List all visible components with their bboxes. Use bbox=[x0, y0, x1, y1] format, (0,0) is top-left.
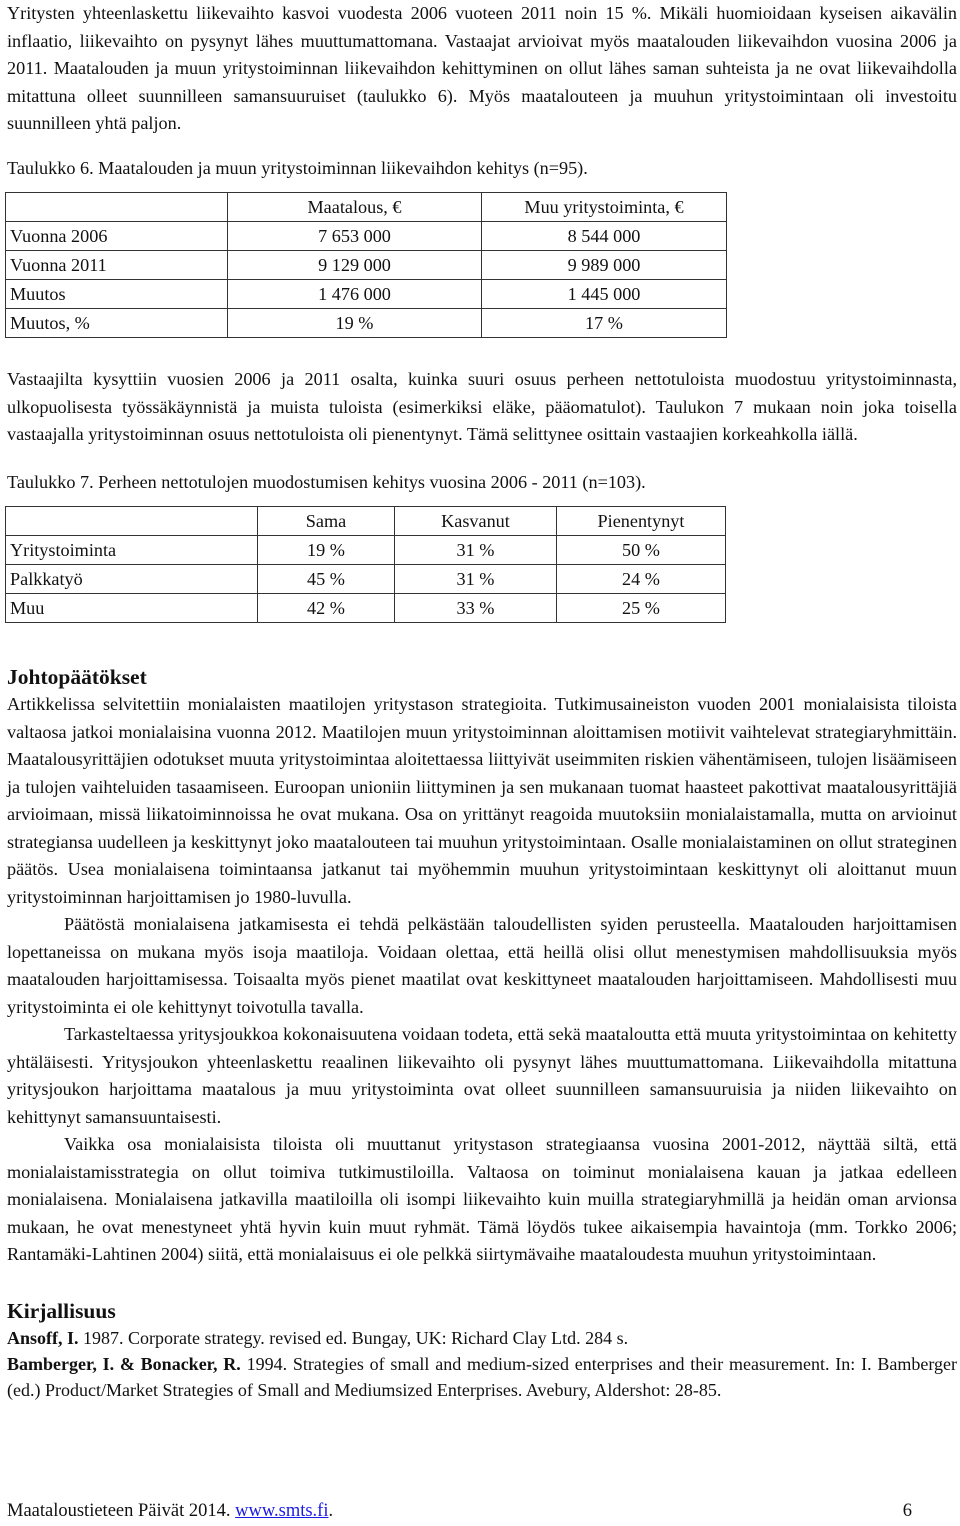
table-row bbox=[6, 594, 726, 623]
table-row bbox=[6, 280, 727, 309]
page-footer bbox=[7, 1498, 912, 1526]
table-row bbox=[6, 251, 727, 280]
reference-item bbox=[7, 1351, 957, 1403]
table-cell: 45 % bbox=[258, 565, 395, 594]
footer-suffix: . bbox=[328, 1501, 334, 1521]
table-cell: 19 % bbox=[258, 536, 395, 565]
results-paragraph: Vastaajilta kysyttiin vuosien 2006 ja 2011 osalta, kuinka suuri osuus perheen nettotuloista muodostuu yritystoiminnasta, ulkopuolisesta työssäkäynnistä ja muista tuloista (esimerkiksi eläke, pääomatulot). Taulukon 7 mukaan noin joka toisella vastaajalla yritystoiminnan osuus nettotuloista oli pienentynyt. Tämä selittynee osittain vastaajien korkeahkolla iällä. bbox=[7, 369, 957, 444]
table-cell: Palkkatyö bbox=[6, 565, 258, 594]
table-cell: 8 544 000 bbox=[482, 222, 727, 251]
table-row bbox=[6, 309, 727, 338]
footer-text: Maataloustieteen Päivät 2014. bbox=[7, 1501, 236, 1521]
conclusions-paragraph: Artikkelissa selvitettiin monialaisten maatilojen yritystason strategioita. Tutkimusaineiston vuoden 2001 monialaisista tiloista valtaosa jatkoi monialaisina vuonna 2012. Maatilojen muun yritystoiminnan aloittamisen motiivit vaihtelevat strategiaryhmittäin. Maatalousyrittäjien odotukset muuta yritystoimintaa aloitettaessa liittyivät useimmiten riskien vähentämiseen, tulojen lisäämiseen ja tulojen vaihteluiden tasaamiseen. Euroopan unioniin liittyminen ja sen mukanaan tuomat haasteet pakottivat maatalousyrittäjiä arvioimaan, missä liikatoiminnoissa he ovat mukana. Osa on yrittänyt reagoida muutoksiin monialaistamalla, mutta on arvioinut strategiansa uudelleen ja keskittynyt joko maatalouteen tai muuhun yritystoimintaan. Osalle monialaistaminen on ollut strateginen päätös. Usea monialaisena toimintaansa jatkanut tai myöhemmin muuhun yritystoimintaan keskittynyt oli aloittanut muun yritystoiminnan harjoittamisen jo 1980-luvulla. bbox=[7, 694, 957, 907]
conclusions-paragraph: Vaikka osa monialaisista tiloista oli muuttanut yritystason strategiaansa vuosina 2001-2012, näyttää siltä, että monialaistamisstrategia on ollut toimiva tutkimustiloilla. Valtaosa on toiminut monialaisena kauan ja jatkaa edelleen monialaisena. Monialaisena jatkavilla maatiloilla oli isompi liikevaihto kuin muilla strategiaryhmillä ja heidän oman arvionsa mukaan, he ovat menestyneet yhtä hyvin kuin muut ryhmät. Tämä löydös tukee aikaisempia havaintoja (mm. Torkko 2006; Rantamäki-Lahtinen 2004) siitä, että monialaisuus ei ole pelkkä siirtymävaihe maataloudesta muuhun yritystoimintaan. bbox=[7, 1134, 957, 1264]
table-cell: 24 % bbox=[557, 565, 726, 594]
table-cell: Muu yritystoiminta, € bbox=[482, 193, 727, 222]
conclusions-heading: Johtopäätökset bbox=[7, 665, 147, 689]
footer-link[interactable]: www.smts.fi bbox=[235, 1501, 329, 1521]
table-row bbox=[6, 193, 727, 222]
table-cell: Muu bbox=[6, 594, 258, 623]
table-cell: 31 % bbox=[395, 536, 557, 565]
table-cell: 1 445 000 bbox=[482, 280, 727, 309]
reference-text: 1987. Corporate strategy. revised ed. Bungay, UK: Richard Clay Ltd. 284 s. bbox=[78, 1327, 629, 1348]
table-cell: Yritystoiminta bbox=[6, 536, 258, 565]
table-cell: 17 % bbox=[482, 309, 727, 338]
table-6-caption: Taulukko 6. Maatalouden ja muun yritystoiminnan liikevaihdon kehitys (n=95). bbox=[7, 157, 588, 178]
table-cell: Kasvanut bbox=[395, 507, 557, 536]
conclusions-paragraph: Tarkasteltaessa yritysjoukkoa kokonaisuutena voidaan todeta, että sekä maataloutta että muuta yritystoimintaa on kehitetty yhtäläisesti. Yritysjoukon yhteenlaskettu reaalinen liikevaihto oli pysynyt lähes muuttumattomana. Liikevaihdolla mitattuna yritysjoukon harjoittama maatalous ja muu yritystoiminta ovat olleet suunnilleen samansuuruisia ja niiden liikevaihto on kehittynyt samansuuntaisesti. bbox=[7, 1024, 957, 1127]
table-cell: Muutos bbox=[6, 280, 228, 309]
reference-author: Bamberger, I. & Bonacker, R. bbox=[7, 1353, 241, 1374]
table-cell bbox=[6, 507, 258, 536]
document-page bbox=[7, 0, 957, 1403]
table-cell: Pienentynyt bbox=[557, 507, 726, 536]
conclusions-paragraph: Päätöstä monialaisena jatkamisesta ei tehdä pelkästään taloudellisten syiden perusteella. Maatalouden harjoittamisen lopettaneissa on mukana myös isoja maatiloja. Voidaan olettaa, että heillä olisi ollut menestymisen mahdollisuuksia myös maatalouden harjoittamisessa. Toisaalta myös pienet maatilat ovat keskittyneet maatalouden harjoittamiseen. Mahdollisesti muu yritystoiminta ei ole kehittynyt toivotulla tavalla. bbox=[7, 914, 957, 1017]
table-row bbox=[6, 536, 726, 565]
table-cell: 42 % bbox=[258, 594, 395, 623]
table-7 bbox=[5, 506, 726, 623]
table-cell: 31 % bbox=[395, 565, 557, 594]
table-cell: Maatalous, € bbox=[228, 193, 482, 222]
table-cell: 7 653 000 bbox=[228, 222, 482, 251]
table-cell: Sama bbox=[258, 507, 395, 536]
table-cell: 9 989 000 bbox=[482, 251, 727, 280]
table-6 bbox=[5, 192, 727, 338]
table-row bbox=[6, 565, 726, 594]
table-cell: 25 % bbox=[557, 594, 726, 623]
table-row bbox=[6, 222, 727, 251]
table-cell: 50 % bbox=[557, 536, 726, 565]
table-7-caption: Taulukko 7. Perheen nettotulojen muodostumisen kehitys vuosina 2006 - 2011 (n=103). bbox=[7, 471, 646, 492]
table-cell bbox=[6, 193, 228, 222]
table-cell: Vuonna 2006 bbox=[6, 222, 228, 251]
table-cell: 1 476 000 bbox=[228, 280, 482, 309]
table-cell: Muutos, % bbox=[6, 309, 228, 338]
table-cell: 9 129 000 bbox=[228, 251, 482, 280]
table-row bbox=[6, 507, 726, 536]
table-cell: 19 % bbox=[228, 309, 482, 338]
table-cell: 33 % bbox=[395, 594, 557, 623]
intro-paragraph: Yritysten yhteenlaskettu liikevaihto kasvoi vuodesta 2006 vuoteen 2011 noin 15 %. Mikäli huomioidaan kyseisen aikavälin inflaatio, liikevaihto on pysynyt lähes muuttumattomana. Vastaajat arvioivat myös maatalouden liikevaihdon vuosina 2006 ja 2011. Maatalouden ja muun yritystoiminnan liikevaihdon kehittyminen on ollut lähes saman suhteista ja ne ovat liikevaihdolla mitattuna olleet suunnilleen samansuuruiset (taulukko 6). Myös maatalouteen ja muuhun yritystoimintaan oli investoitu suunnilleen yhtä paljon. bbox=[7, 3, 957, 133]
table-cell: Vuonna 2011 bbox=[6, 251, 228, 280]
page-number: 6 bbox=[902, 1501, 912, 1521]
reference-text: 1994. Strategies of small and medium-sized enterprises and their measurement. In: I. Bamberger (ed.) Product/Market Strategies of Small and Mediumsized Enterprises. Avebury, Aldershot: 28-85. bbox=[7, 1353, 958, 1400]
reference-author: Ansoff, I. bbox=[7, 1327, 79, 1348]
reference-item bbox=[7, 1325, 957, 1351]
references-heading: Kirjallisuus bbox=[7, 1298, 116, 1323]
